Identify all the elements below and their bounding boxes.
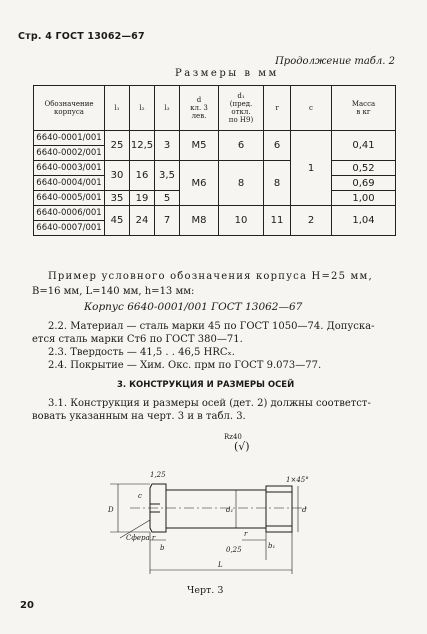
cell-l1: 45 <box>105 206 130 236</box>
roughness-value: Rz40 <box>224 433 242 441</box>
cell-l2: 19 <box>130 191 155 206</box>
col-header-l1: l₁ <box>105 86 130 131</box>
dim-small-label: 0,25 <box>226 546 242 554</box>
cell-d: M8 <box>180 206 219 236</box>
col-header-designation: Обозначение корпуса <box>34 86 105 131</box>
page-header: Стр. 4 ГОСТ 13062—67 <box>18 31 145 42</box>
cell-c: 2 <box>291 206 332 236</box>
clause-2-2-line-1: 2.2. Материал — сталь марки 45 по ГОСТ 1050—74. Допуска- <box>48 321 375 332</box>
cell-code: 6640-0005/001 <box>34 191 105 206</box>
col-header-mass: Масса в кг <box>332 86 396 131</box>
cell-mass: 0,69 <box>332 176 396 191</box>
col-header-r: r <box>264 86 291 131</box>
sizes-caption: Размеры в мм <box>175 68 279 79</box>
cell-l2: 24 <box>130 206 155 236</box>
table-continuation-note: Продолжение табл. 2 <box>275 56 395 67</box>
section-title: 3. КОНСТРУКЦИЯ И РАЗМЕРЫ ОСЕЙ <box>117 380 295 390</box>
dim-L-label: L <box>218 561 223 569</box>
cell-mass: 1,04 <box>332 206 396 236</box>
clause-2-2-line-2: ется сталь марки Ст6 по ГОСТ 380—71. <box>32 334 243 345</box>
clause-2-4: 2.4. Покрытие — Хим. Окс. прм по ГОСТ 9.073—77. <box>48 360 322 371</box>
dim-r-label: r <box>244 530 248 538</box>
cell-mass: 0,41 <box>332 131 396 161</box>
cell-r: 11 <box>264 206 291 236</box>
cell-l2: 12,5 <box>130 131 155 161</box>
cell-code: 6640-0002/001 <box>34 146 105 161</box>
chamfer-label: 1,25 <box>150 471 166 479</box>
cell-l3: 3,5 <box>155 161 180 191</box>
example-line-2: B=16 мм, L=140 мм, h=13 мм: <box>32 286 195 297</box>
col-header-c: c <box>291 86 332 131</box>
col-header-l3: l₃ <box>155 86 180 131</box>
cell-code: 6640-0004/001 <box>34 176 105 191</box>
clause-2-3: 2.3. Твердость — 41,5 . . 46,5 HRCₓ. <box>48 347 235 358</box>
page-number: 20 <box>20 600 34 611</box>
cell-l2: 16 <box>130 161 155 191</box>
example-line-1: Пример условного обозначения корпуса H=25 мм, <box>48 271 373 282</box>
cell-l1: 25 <box>105 131 130 161</box>
cell-d: M6 <box>180 161 219 206</box>
cell-d1: 8 <box>219 161 264 206</box>
cell-d1: 6 <box>219 131 264 161</box>
cell-l3: 3 <box>155 131 180 161</box>
figure-caption: Черт. 3 <box>187 585 224 596</box>
cell-d: M5 <box>180 131 219 161</box>
cell-l1: 35 <box>105 191 130 206</box>
cell-l3: 5 <box>155 191 180 206</box>
dim-b-label: b <box>160 544 165 552</box>
cell-r: 8 <box>264 161 291 206</box>
cell-l3: 7 <box>155 206 180 236</box>
clause-3-1-line-1: 3.1. Конструкция и размеры осей (дет. 2) должны соответст- <box>48 398 371 409</box>
col-header-l2: l₂ <box>130 86 155 131</box>
cell-mass: 1,00 <box>332 191 396 206</box>
cell-c: 1 <box>291 131 332 206</box>
cell-r: 6 <box>264 131 291 161</box>
dim-b1-label: b₁ <box>268 542 276 550</box>
dim-d1-label: d₁ <box>226 506 234 514</box>
dim-c-label: c <box>138 492 142 500</box>
col-header-d1: d₁ (пред. откл. по H9) <box>219 86 264 131</box>
cell-code: 6640-0007/001 <box>34 221 105 236</box>
dim-d-label: d <box>302 506 307 514</box>
dim-D-label: D <box>108 506 114 514</box>
cell-d1: 10 <box>219 206 264 236</box>
roughness-symbol: (√) <box>234 440 250 453</box>
cell-code: 6640-0003/001 <box>34 161 105 176</box>
clause-3-1-line-2: вовать указанным на черт. 3 и в табл. 3. <box>32 411 246 422</box>
sphere-label: Сфера r <box>126 534 156 542</box>
cell-code: 6640-0006/001 <box>34 206 105 221</box>
cell-code: 6640-0001/001 <box>34 131 105 146</box>
col-header-d: d кл. 3 лев. <box>180 86 219 131</box>
cell-mass: 0,52 <box>332 161 396 176</box>
dim-angle-label: 1×45° <box>286 476 309 484</box>
example-designation: Корпус 6640-0001/001 ГОСТ 13062—67 <box>84 301 303 313</box>
cell-l1: 30 <box>105 161 130 191</box>
